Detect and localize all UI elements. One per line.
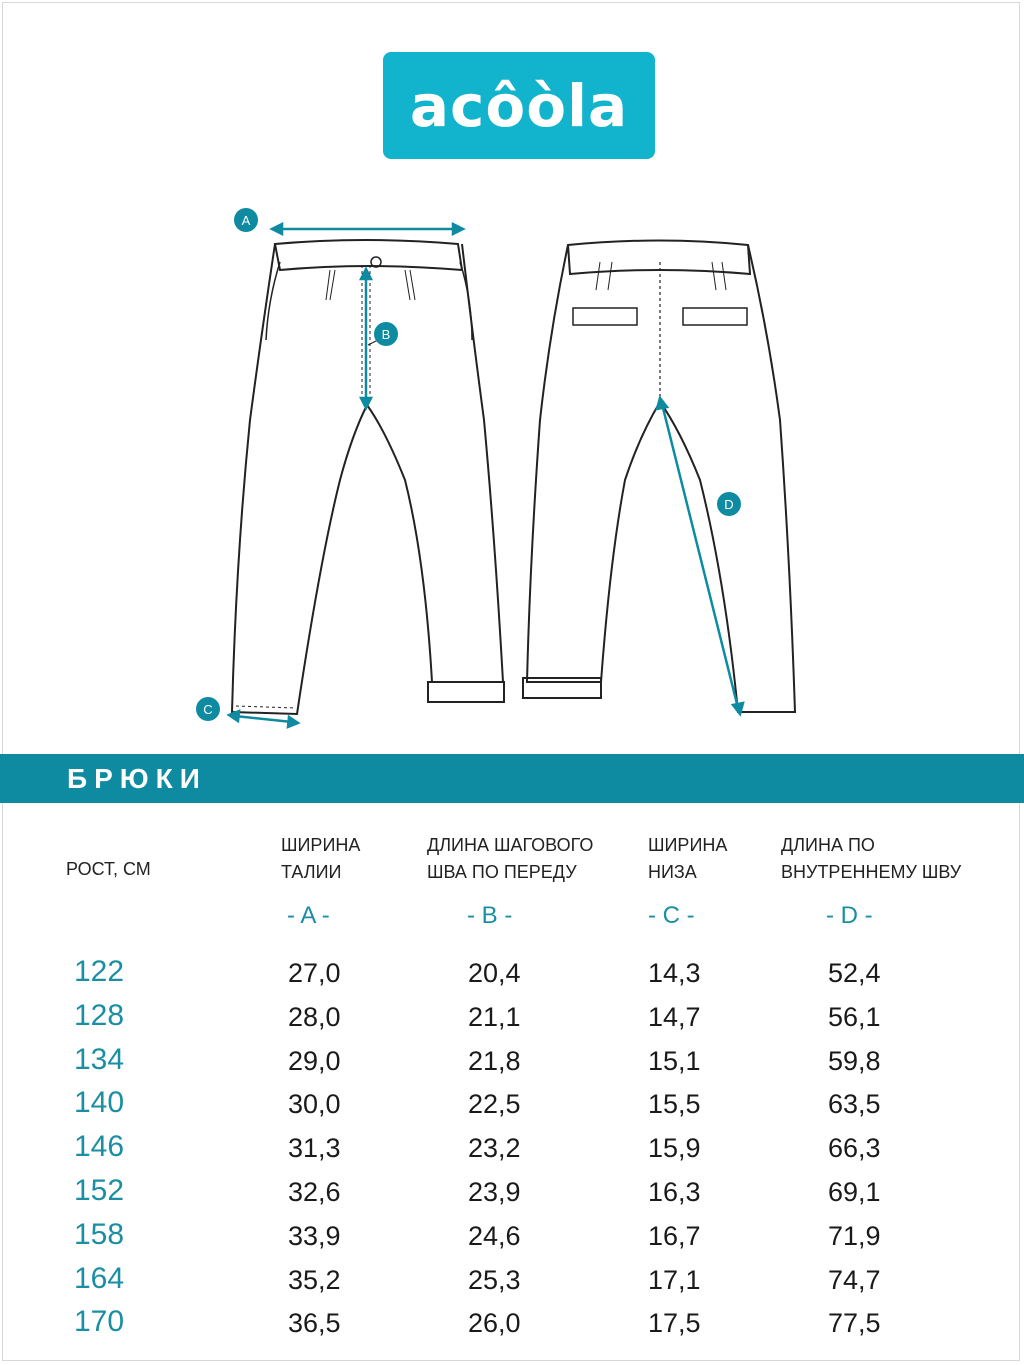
table-row bbox=[0, 1261, 1024, 1309]
marker-a: A bbox=[241, 213, 251, 228]
cell-measure: 15,1 bbox=[648, 1045, 701, 1076]
trousers-diagram bbox=[180, 200, 820, 740]
section-title: БРЮКИ bbox=[67, 763, 207, 794]
cell-measure: 77,5 bbox=[828, 1308, 881, 1339]
cell-measure: 22,5 bbox=[468, 1089, 521, 1120]
cell-height: 158 bbox=[74, 1217, 125, 1251]
cell-height: 140 bbox=[74, 1086, 125, 1120]
cell-measure: 14,3 bbox=[648, 958, 701, 988]
cell-measure: 25,3 bbox=[468, 1264, 521, 1295]
section-band bbox=[0, 754, 1024, 803]
col-letter-a: - A - bbox=[287, 902, 330, 929]
brand-logo bbox=[383, 52, 655, 159]
cell-measure: 74,7 bbox=[828, 1264, 881, 1295]
cell-measure: 17,1 bbox=[648, 1264, 701, 1295]
cell-measure: 23,9 bbox=[468, 1177, 521, 1207]
cell-height: 122 bbox=[74, 955, 125, 988]
cell-measure: 21,8 bbox=[468, 1045, 521, 1076]
cell-measure: 31,3 bbox=[288, 1133, 341, 1164]
cell-measure: 32,6 bbox=[288, 1177, 341, 1207]
cell-height: 128 bbox=[74, 998, 125, 1032]
marker-b: B bbox=[381, 327, 391, 342]
col-letter-d: - D - bbox=[826, 902, 873, 929]
brand-logo-text: acôòla bbox=[409, 71, 629, 140]
cell-measure: 71,9 bbox=[828, 1220, 881, 1251]
front-outline bbox=[232, 244, 503, 714]
cell-measure: 59,8 bbox=[828, 1045, 881, 1076]
col-header-c: ШИРИНА НИЗА bbox=[648, 835, 728, 882]
col-header-a: ШИРИНА ТАЛИИ bbox=[281, 835, 361, 882]
marker-d: D bbox=[724, 497, 734, 512]
cell-measure: 36,5 bbox=[288, 1308, 341, 1339]
cell-measure: 27,0 bbox=[288, 958, 341, 988]
cell-measure: 35,2 bbox=[288, 1264, 341, 1295]
cell-height: 164 bbox=[74, 1261, 125, 1295]
cell-measure: 15,9 bbox=[648, 1133, 701, 1164]
cell-measure: 66,3 bbox=[828, 1133, 881, 1164]
front-cuff bbox=[428, 682, 504, 702]
cell-measure: 15,5 bbox=[648, 1089, 701, 1120]
marker-c: C bbox=[203, 702, 213, 717]
cell-measure: 30,0 bbox=[288, 1089, 341, 1120]
col-header-b: ДЛИНА ШАГОВОГО ШВА ПО ПЕРЕДУ bbox=[427, 835, 594, 882]
cell-measure: 21,1 bbox=[468, 1001, 521, 1032]
table-row bbox=[0, 955, 1024, 1002]
cell-measure: 69,1 bbox=[828, 1177, 881, 1207]
cell-measure: 52,4 bbox=[828, 958, 881, 988]
cell-height: 152 bbox=[74, 1174, 125, 1207]
cell-height: 146 bbox=[74, 1130, 125, 1164]
table-row bbox=[0, 998, 1024, 1046]
cell-measure: 17,5 bbox=[648, 1308, 701, 1339]
table-row bbox=[0, 1042, 1024, 1090]
cell-measure: 14,7 bbox=[648, 1001, 701, 1032]
table-row bbox=[0, 1130, 1024, 1177]
back-outline bbox=[527, 245, 795, 712]
cell-measure: 23,2 bbox=[468, 1133, 521, 1164]
cell-measure: 56,1 bbox=[828, 1001, 881, 1032]
table-row bbox=[0, 1086, 1024, 1133]
cell-measure: 16,7 bbox=[648, 1220, 701, 1251]
cell-measure: 16,3 bbox=[648, 1177, 701, 1207]
cell-height: 170 bbox=[74, 1305, 125, 1339]
cell-measure: 29,0 bbox=[288, 1045, 341, 1076]
cell-measure: 24,6 bbox=[468, 1220, 521, 1251]
cell-measure: 28,0 bbox=[288, 1001, 341, 1032]
front-waistband bbox=[275, 240, 462, 270]
col-header-d: ДЛИНА ПО ВНУТРЕННЕМУ ШВУ bbox=[781, 835, 962, 882]
col-header-height: РОСТ, СМ bbox=[66, 859, 151, 879]
cell-measure: 63,5 bbox=[828, 1089, 881, 1120]
table-row bbox=[0, 1174, 1024, 1221]
table-row bbox=[0, 1217, 1024, 1265]
cell-measure: 26,0 bbox=[468, 1308, 521, 1339]
cell-height: 134 bbox=[74, 1042, 125, 1076]
table-row bbox=[0, 1305, 1024, 1352]
col-letter-c: - C - bbox=[648, 902, 695, 929]
cell-measure: 33,9 bbox=[288, 1220, 341, 1251]
col-letter-b: - B - bbox=[467, 902, 513, 929]
cell-measure: 20,4 bbox=[468, 958, 521, 988]
